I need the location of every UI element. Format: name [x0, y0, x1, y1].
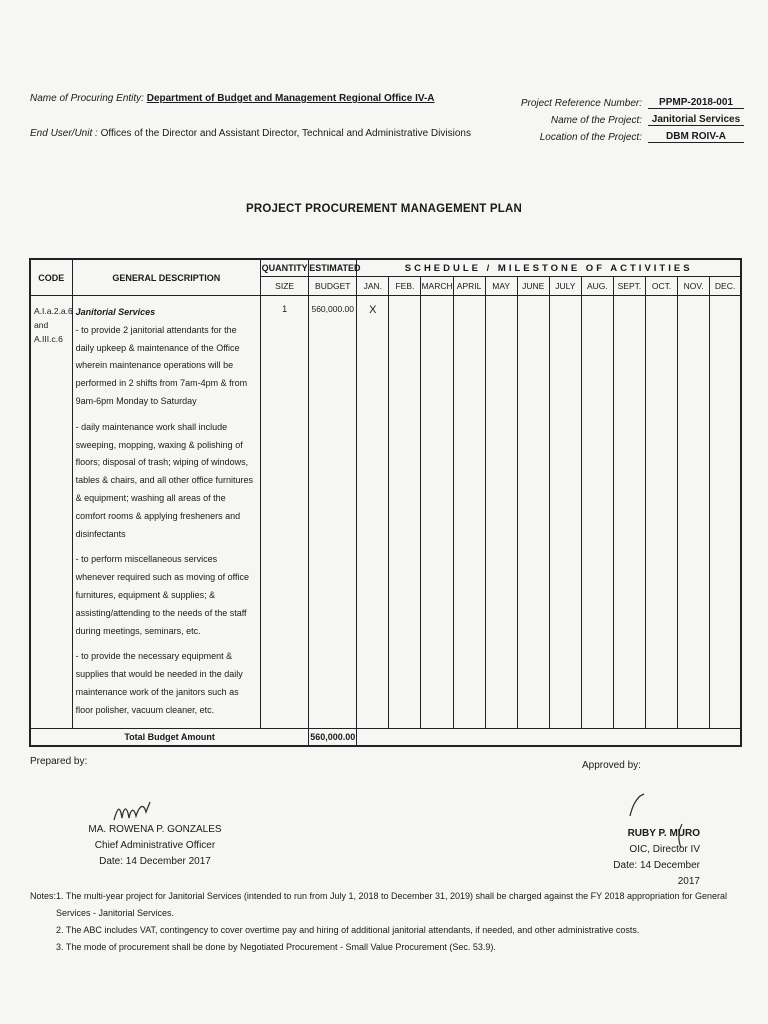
march-cell — [421, 296, 453, 729]
month-july: JULY — [549, 277, 581, 296]
project-ref-value: PPMP-2018-001 — [648, 97, 744, 109]
month-march: MARCH — [421, 277, 453, 296]
nov-cell — [678, 296, 710, 729]
procuring-entity-row — [30, 92, 471, 105]
note-3: 3. The mode of procurement shall be done by Negotiated Procurement - Small Value Procurement (Sec. 53.9). — [56, 942, 496, 952]
month-feb: FEB. — [389, 277, 421, 296]
col-header-budget: BUDGET — [309, 277, 357, 296]
sept-cell — [613, 296, 645, 729]
budget-cell: 560,000.00 — [309, 296, 357, 729]
prepared-by-label: Prepared by: — [30, 756, 88, 767]
note-1: 1. The multi-year project for Janitorial Services (intended to run from July 1, 2018 to December 31, 2019) shall be charged against the FY 2018 appropriation for General Services - Janitorial Services. — [56, 891, 728, 918]
dec-cell — [710, 296, 741, 729]
month-aug: AUG. — [581, 277, 613, 296]
col-header-schedule: SCHEDULE / MILESTONE OF ACTIVITIES — [357, 259, 741, 277]
total-filler — [357, 728, 741, 746]
procuring-entity-label: Name of Procuring Entity: — [30, 93, 144, 104]
description-para-2: - daily maintenance work shall include sweeping, mopping, waxing & polishing of floors; disposal of trash; wiping of windows, tables & chairs, and all other office furnitures & equipment; washing all areas of the comfort rooms & applying fresheners and disinfectants — [75, 421, 254, 539]
month-nov: NOV. — [678, 277, 710, 296]
description-para-4: - to provide the necessary equipment & supplies that would be needed in the daily maintenance work of the janitors such as floor polisher, vacuum cleaner, etc. — [75, 651, 243, 715]
total-label: Total Budget Amount — [30, 728, 309, 746]
approved-signature-block — [590, 826, 700, 890]
month-dec: DEC. — [710, 277, 741, 296]
approved-title: OIC, Director IV — [629, 844, 700, 855]
description-para-3: - to perform miscellaneous services whenever required such as moving of office furnitures, equipment & supplies; & assisting/attending to the needs of the staff during meetings, seminars, etc. — [75, 554, 250, 636]
quantity-cell: 1 — [261, 296, 309, 729]
project-ref-label: Project Reference Number: — [520, 98, 642, 109]
total-value: 560,000.00 — [309, 728, 357, 746]
prepared-date: Date: 14 December 2017 — [99, 856, 211, 867]
col-header-code: CODE — [30, 259, 72, 296]
project-name-row — [500, 109, 744, 126]
notes-label: Notes: — [30, 891, 57, 901]
prepared-name: MA. ROWENA P. GONZALES — [88, 824, 222, 835]
description-para-1: - to provide 2 janitorial attendants for the daily upkeep & maintenance of the Office wherein maintenance operations will be performed in 2 shifts from 7am-4pm & from 9am-6pm Monday to Saturday — [75, 324, 248, 406]
document-title: PROJECT PROCUREMENT MANAGEMENT PLAN — [246, 203, 522, 215]
aug-cell — [581, 296, 613, 729]
code-cell — [30, 296, 72, 729]
end-user-label: End User/Unit : — [30, 128, 98, 139]
jan-schedule-mark: X — [357, 296, 389, 729]
procuring-entity-value: Department of Budget and Management Regional Office IV-A — [146, 93, 435, 104]
april-cell — [453, 296, 485, 729]
month-sept: SEPT. — [613, 277, 645, 296]
may-cell — [485, 296, 517, 729]
project-name-value: Janitorial Services — [648, 114, 744, 126]
july-cell — [549, 296, 581, 729]
ppmp-table — [29, 258, 742, 747]
month-oct: OCT. — [646, 277, 678, 296]
col-header-description: GENERAL DESCRIPTION — [72, 259, 260, 296]
june-cell — [517, 296, 549, 729]
approved-name: RUBY P. MURO — [627, 828, 700, 839]
approved-date: Date: 14 December 2017 — [613, 860, 700, 887]
approved-by-label: Approved by: — [582, 760, 641, 771]
end-user-value: Offices of the Director and Assistant Director, Technical and Administrative Divisions — [100, 128, 471, 139]
project-location-value: DBM ROIV-A — [648, 131, 744, 143]
month-may: MAY — [485, 277, 517, 296]
col-header-size: SIZE — [261, 277, 309, 296]
end-user-row — [30, 127, 471, 140]
code-line-2: and A.III.c.6 — [34, 320, 63, 344]
notes-section — [30, 888, 750, 956]
col-header-quantity: QUANTITY — [261, 259, 309, 277]
header-right — [500, 92, 744, 143]
prepared-title: Chief Administrative Officer — [94, 840, 216, 851]
note-2: 2. The ABC includes VAT, contingency to cover overtime pay and hiring of additional janitorial attendants, if needed, and other administrative costs. — [56, 925, 640, 935]
project-ref-row — [500, 92, 744, 109]
oct-cell — [646, 296, 678, 729]
project-location-label: Location of the Project: — [539, 132, 642, 143]
project-name-label: Name of the Project: — [550, 115, 642, 126]
month-april: APRIL — [453, 277, 485, 296]
project-location-row — [500, 126, 744, 143]
note-1-row — [30, 888, 750, 922]
col-header-estimated: ESTIMATED — [309, 259, 357, 277]
signature-scribble-right — [620, 790, 650, 820]
table-row — [30, 296, 741, 729]
total-row — [30, 728, 741, 746]
code-line-1: A.I.a.2.a.6 — [34, 306, 73, 316]
month-jan: JAN. — [357, 277, 389, 296]
prepared-signature-block — [70, 822, 240, 870]
feb-cell — [389, 296, 421, 729]
description-cell — [72, 296, 260, 729]
item-title: Janitorial Services — [75, 307, 156, 317]
month-june: JUNE — [517, 277, 549, 296]
header-left — [30, 92, 471, 162]
